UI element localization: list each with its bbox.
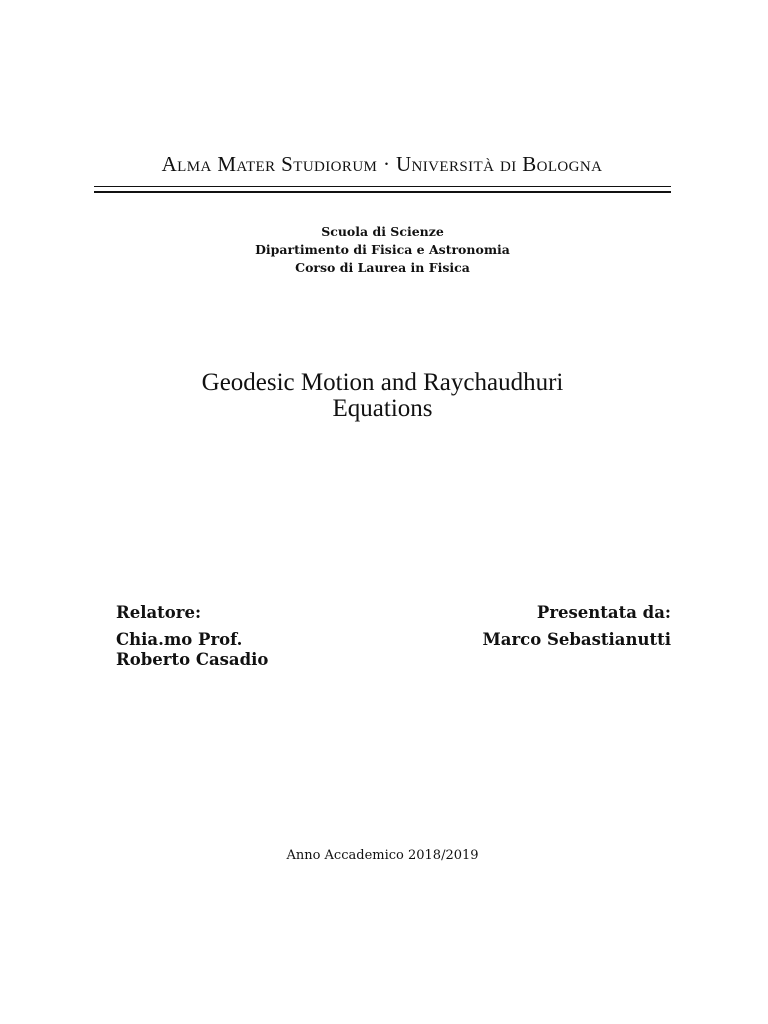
header-rule-thin: [94, 186, 671, 187]
thesis-title-line-2: Equations: [332, 395, 433, 422]
supervisor-heading: Relatore:: [116, 603, 202, 622]
school-name: Scuola di Scienze: [321, 224, 444, 239]
supervisor-block: [116, 603, 268, 670]
supervisor-name: Roberto Casadio: [116, 650, 269, 669]
candidate-block: [483, 603, 671, 650]
degree-course: Corso di Laurea in Fisica: [295, 260, 470, 275]
candidate-name: Marco Sebastianutti: [482, 630, 671, 649]
thesis-title: [94, 370, 671, 422]
thesis-title-line-1: Geodesic Motion and Raychaudhuri: [201, 369, 564, 396]
department-block: [94, 223, 671, 277]
supervisor-title: Chia.mo Prof.: [116, 630, 243, 649]
university-name: Alma Mater Studiorum · Università di Bologna: [161, 152, 603, 176]
candidate-heading: Presentata da:: [536, 603, 671, 622]
header-rule-thick: [94, 191, 671, 193]
department-name: Dipartimento di Fisica e Astronomia: [255, 242, 510, 257]
academic-year: Anno Accademico 2018/2019: [286, 848, 479, 863]
